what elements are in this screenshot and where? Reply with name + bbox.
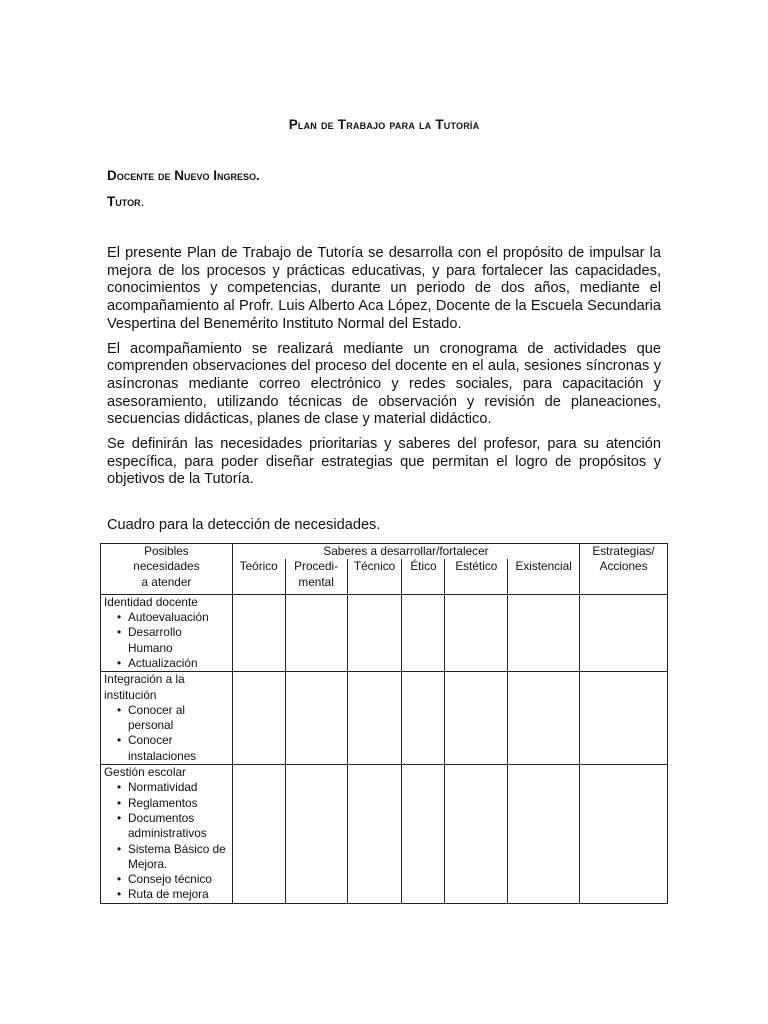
empty-cell[interactable] [580,672,668,765]
empty-cell[interactable] [285,594,347,671]
empty-cell[interactable] [580,765,668,904]
paragraph-2: El acompañamiento se realizará mediante un cronograma de actividades que comprenden observaciones del proceso del docente en el aula, sesiones síncronas y asíncronas mediante correo electrónico y redes sociales, para capacitación y asesoramiento, utilizando técnicas de observación y revisión de planeaciones, secuencias didácticas, planes de clase y material didáctico. [107,340,661,428]
subheader-tecnico: Técnico [347,559,402,594]
need-item: • Documentos administrativos [118,811,229,842]
need-item: • Actualización [118,656,229,671]
need-title: Identidad docente [104,594,198,609]
paragraph-3: Se definirán las necesidades prioritarias y saberes del profesor, para su atención específica, para poder diseñar estrategias que permitan el logro de propósitos y objetivos de la Tutoría. [107,436,661,488]
table-header-row [101,544,668,560]
header-strategies [580,544,668,595]
header-needs-line: a atender [141,574,192,589]
empty-cell[interactable] [232,594,285,671]
empty-cell[interactable] [232,672,285,765]
needs-table [100,543,668,904]
subheader-teorico: Teórico [232,559,285,594]
heading-docente: Docente de Nuevo Ingreso. [107,168,260,183]
empty-cell[interactable] [508,765,580,904]
need-item: • Ruta de mejora [118,887,229,902]
need-item: • Desarrollo Humano [118,625,229,656]
subheader-procedimental [285,559,347,594]
subheader-existencial: Existencial [508,559,580,594]
empty-cell[interactable] [402,765,445,904]
header-strategies-line: Acciones [599,559,648,574]
header-saberes: Saberes a desarrollar/fortalecer [232,544,579,560]
empty-cell[interactable] [285,672,347,765]
empty-cell[interactable] [285,765,347,904]
body-text [107,245,661,496]
empty-cell[interactable] [445,765,508,904]
empty-cell[interactable] [402,672,445,765]
paragraph-1: El presente Plan de Trabajo de Tutoría se desarrolla con el propósito de impulsar la mejora de los procesos y prácticas educativas, y para fortalecer las capacidades, conocimientos y competencias, durante un periodo de dos años, mediante el acompañamiento al Profr. Luis Alberto Aca López, Docente de la Escuela Secundaria Vespertina del Benemérito Instituto Normal del Estado. [107,245,661,332]
subheader-etico: Ético [402,559,445,594]
header-needs [101,544,233,595]
need-item: • Reglamentos [118,796,229,811]
need-cell [101,594,233,671]
need-item: • Sistema Básico de Mejora. [118,842,229,873]
need-cell [101,672,233,765]
header-strategies-line: Estrategias/ [592,544,655,558]
table-row [101,765,668,904]
subheader-procedimental-line: Procedi- [294,559,339,574]
empty-cell[interactable] [347,594,402,671]
heading-tutor [107,194,144,209]
document-title: Plan de Trabajo para la Tutoría [288,117,480,132]
header-needs-line: necesidades [133,559,200,574]
subheader-procedimental-line: mental [298,574,334,589]
need-item: • Consejo técnico [118,872,229,887]
need-item: • Normatividad [118,780,229,795]
need-item: • Autoevaluación [118,610,229,625]
need-title: Gestión escolar [104,765,186,780]
empty-cell[interactable] [347,765,402,904]
empty-cell[interactable] [445,672,508,765]
empty-cell[interactable] [445,594,508,671]
empty-cell[interactable] [402,594,445,671]
table-row [101,672,668,765]
table-caption: Cuadro para la detección de necesidades. [107,517,381,533]
empty-cell[interactable] [508,672,580,765]
need-list [104,610,229,671]
header-needs-line: Posibles [144,544,189,558]
need-cell [101,765,233,904]
need-item: • Conocer instalaciones [118,733,229,764]
empty-cell[interactable] [508,594,580,671]
need-list [104,703,229,764]
heading-tutor-punct: . [140,194,145,209]
subheader-estetico: Estético [445,559,508,594]
table-row [101,594,668,671]
need-item: • Conocer al personal [118,703,229,734]
heading-tutor-text: Tutor [107,194,141,209]
need-list [104,780,229,902]
empty-cell[interactable] [347,672,402,765]
empty-cell[interactable] [580,594,668,671]
need-title: Integración a la institución [104,672,185,702]
empty-cell[interactable] [232,765,285,904]
